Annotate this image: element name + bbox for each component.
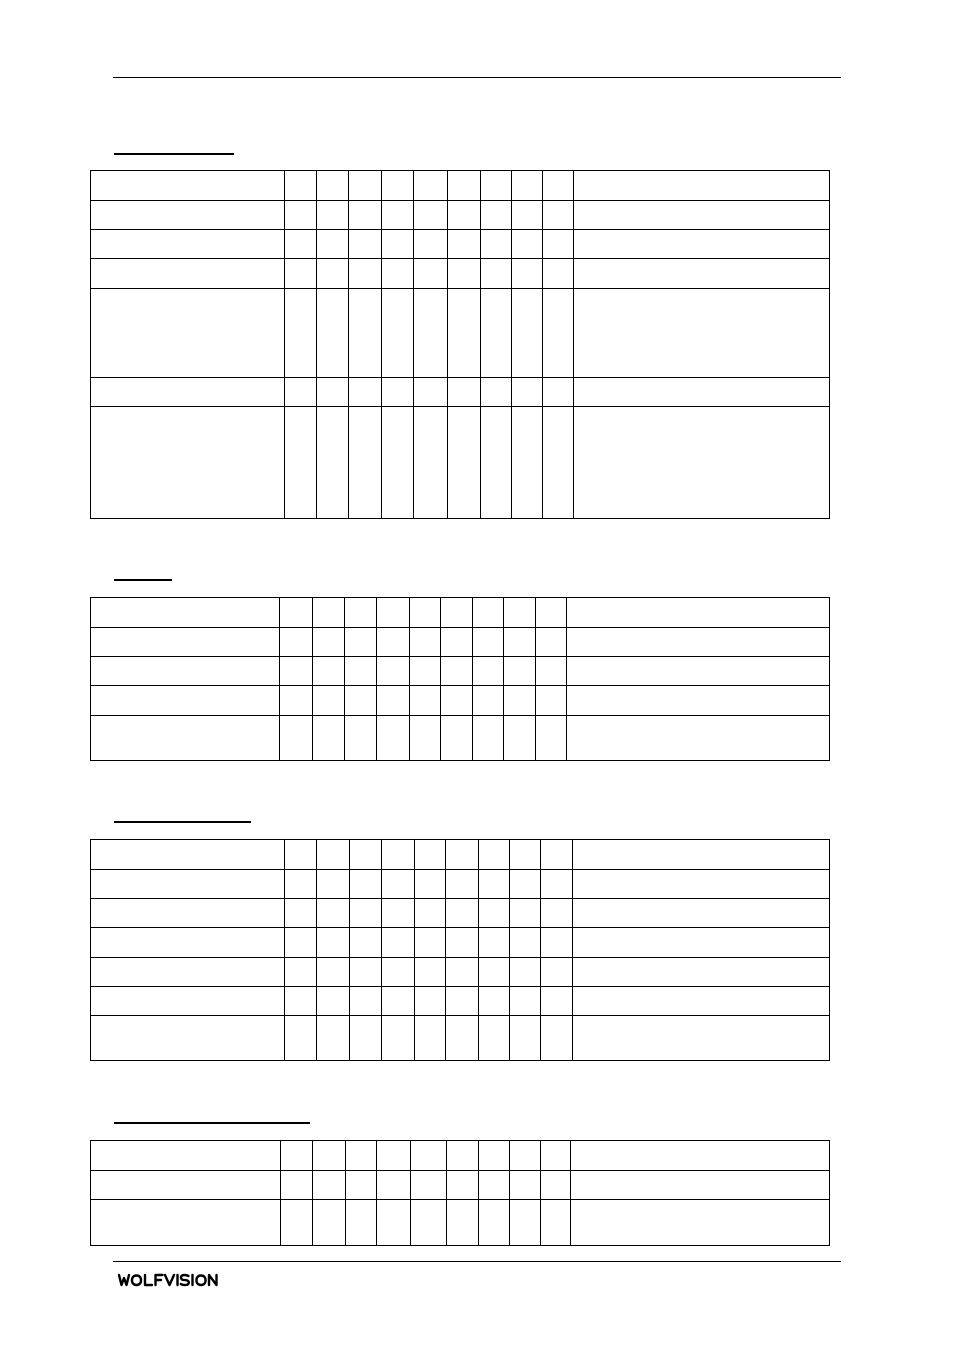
- footer-rule: [113, 1261, 841, 1262]
- table-row: [91, 840, 830, 870]
- section-2-table: [90, 597, 830, 761]
- table-row: [91, 1016, 830, 1061]
- table-row: [91, 686, 830, 716]
- section-4-table: [90, 1140, 830, 1246]
- table-row: [91, 378, 830, 407]
- table-row: [91, 407, 830, 519]
- table-row: [91, 987, 830, 1016]
- table-row: [91, 657, 830, 686]
- table-row: [91, 899, 830, 928]
- table-row: [91, 230, 830, 259]
- table-row: [91, 201, 830, 230]
- header-rule: [113, 77, 841, 78]
- section-4-heading-underline: [114, 1122, 310, 1124]
- table-row: [91, 289, 830, 378]
- section-3-table: [90, 839, 830, 1061]
- wolfvision-logo-icon: [118, 1270, 220, 1290]
- table-row: [91, 1141, 830, 1171]
- table-row: [91, 628, 830, 657]
- section-3-heading-underline: [114, 821, 251, 823]
- table-row: [91, 958, 830, 987]
- table-row: [91, 1171, 830, 1200]
- table-row: [91, 928, 830, 958]
- table-row: [91, 870, 830, 899]
- table-row: [91, 598, 830, 628]
- table-row: [91, 716, 830, 761]
- section-1-heading-underline: [114, 153, 234, 155]
- section-2-heading-underline: [114, 579, 172, 581]
- table-row: [91, 171, 830, 201]
- table-row: [91, 1200, 830, 1246]
- section-1-table: [90, 170, 830, 519]
- table-row: [91, 259, 830, 289]
